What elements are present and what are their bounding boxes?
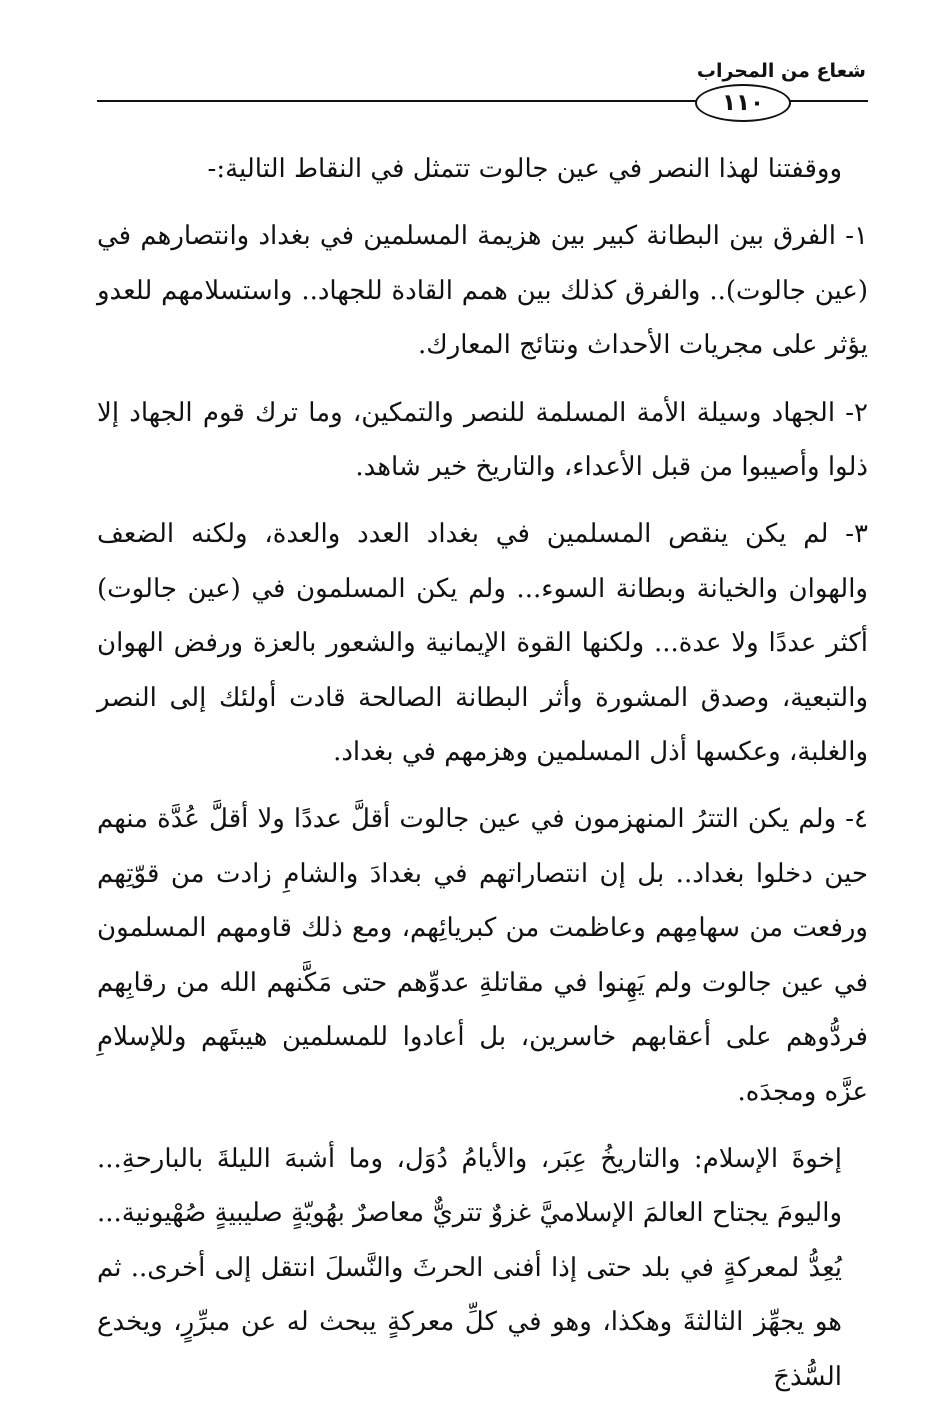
running-header-title: شعاع من المحراب xyxy=(696,60,866,82)
page-body xyxy=(97,142,868,1404)
point-1-paragraph: ١- الفرق بين البطانة كبير بين هزيمة المسلمين في بغداد وانتصارهم في (عين جالوت).. والفرق كذلك بين همم القادة للجهاد.. واستسلامهم للعدو يؤثر على مجريات الأحداث ونتائج المعارك. xyxy=(97,221,868,361)
intro-paragraph: ووقفتنا لهذا النصر في عين جالوت تتمثل في النقاط التالية:- xyxy=(207,154,842,184)
point-4-paragraph: ٤- ولم يكن التترُ المنهزمون في عين جالوت أقلَّ عددًا ولا أقلَّ عُدَّة منهم حين دخلوا بغداد.. بل إن انتصاراتهم في بغدادَ والشامِ زادت من قوّتِهم ورفعت من سهامِهم وعاظمت من كبريائِهم، ومع ذلك قاومهم المسلمون في عين جالوت ولم يَهِنوا في مقاتلةِ عدوِّهم حتى مَكَّنهم الله من رقابِهم فردُّوهم على أعقابهم خاسرين، بل أعادوا للمسلمين هيبتَهم وللإسلامِ عزَّه ومجدَه. xyxy=(97,804,868,1107)
closing-paragraph: إخوةَ الإسلام: والتاريخُ عِبَر، والأيامُ دُوَل، وما أشبهَ الليلةَ بالبارحةِ... واليومَ يجتاح العالمَ الإسلاميَّ غزوٌ تتريٌّ معاصرٌ بهُويّةٍ صليبيةٍ صُهْيونية... يُعِدُّ لمعركةٍ في بلد حتى إذا أفنى الحرثَ والنَّسلَ انتقل إلى أخرى.. ثم هو يجهِّز الثالثةَ وهكذا، وهو في كلِّ معركةٍ يبحث له عن مبرِّرٍ، ويخدع السُّذجَ xyxy=(97,1143,842,1392)
point-2-paragraph: ٢- الجهاد وسيلة الأمة المسلمة للنصر والتمكين، وما ترك قوم الجهاد إلا ذلوا وأصيبوا من قبل الأعداء، والتاريخ خير شاهد. xyxy=(97,397,868,483)
page-number-badge: ١١٠ xyxy=(695,84,791,122)
point-3-paragraph: ٣- لم يكن ينقص المسلمين في بغداد العدد والعدة، ولكنه الضعف والهوان والخيانة وبطانة السوء... ولم يكن المسلمون في (عين جالوت) أكثر عددًا ولا عدة... ولكنها القوة الإيمانية والشعور بالعزة ورفض الهوان والتبعية، وصدق المشورة وأثر البطانة الصالحة قادت أولئك إلى النصر والغلبة، وعكسها أذل المسلمين وهزمهم في بغداد. xyxy=(97,519,868,768)
